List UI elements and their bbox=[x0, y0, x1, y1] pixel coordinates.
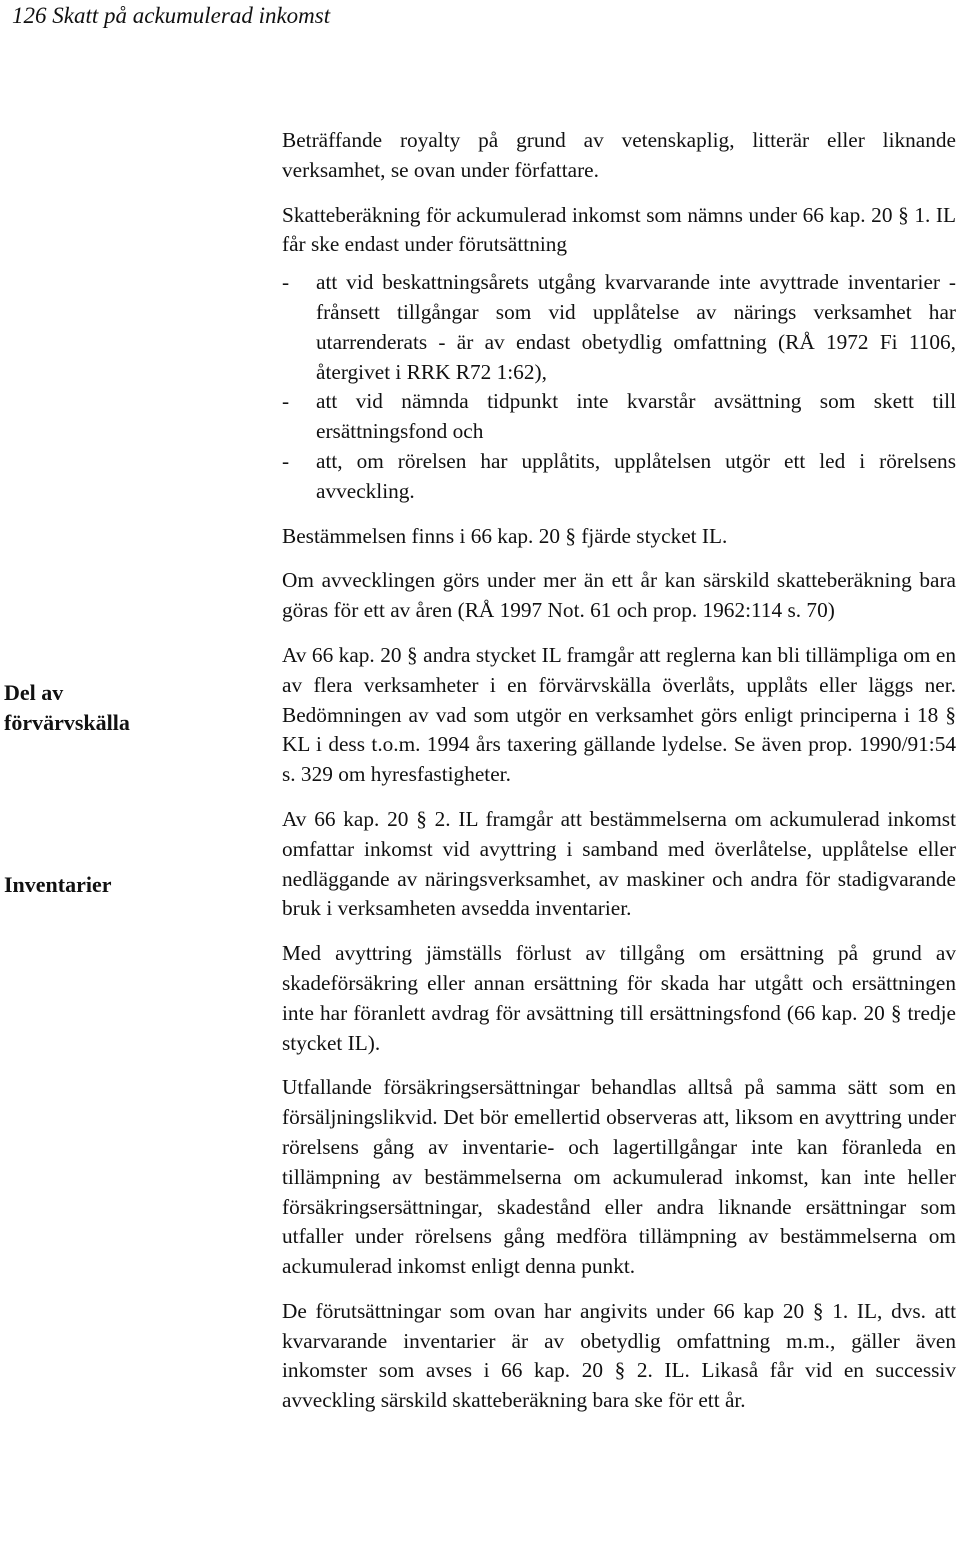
side-heading-del-av bbox=[4, 678, 130, 738]
list-item-text: att vid beskattningsårets utgång kvarvarande inte avyttrade inventarier - frånsett tillgångar som vid upplåtelse av närings verksamhet har utarrenderats - är av endast obetydlig omfattning (RÅ 1972 Fi 1106, återgivet i RRK R72 1:62), bbox=[316, 270, 956, 384]
list-item bbox=[282, 387, 956, 447]
list-item-text: att, om rörelsen har upplåtits, upplåtelsen utgör ett led i rörelsens avveckling. bbox=[316, 448, 956, 503]
list-item bbox=[282, 268, 956, 387]
dash-marker: - bbox=[282, 389, 290, 414]
running-head: 126 Skatt på ackumulerad inkomst bbox=[12, 3, 331, 28]
paragraph-del-av-forvarvskalla: Av 66 kap. 20 § andra stycket IL framgår att reglerna kan bli tillämpliga om en av flera verksamheter i en förvärvskälla överlåts, upplåts eller läggs ner. Bedömningen av vad som utgör en verksamhet görs enligt principerna i 18 § KL i dess t.o.m. 1994 års taxering gällande lydelse. Se även prop. 1990/91:54 s. 329 om hyresfastigheter. bbox=[282, 642, 956, 787]
paragraph-skatteberakning: Skatteberäkning för ackumulerad inkomst som nämns under 66 kap. 20 § 1. IL får ske endast under förutsättning bbox=[282, 202, 956, 257]
paragraph-forsakringsersattningar: Utfallande försäkringsersättningar behandlas alltså på samma sätt som en försäljningslikvid. Det bör emellertid observeras att, liksom en avyttring under rörelsens gång av inventarie- och lagertillgångar inte kan föranleda en tillämpning av bestämmelserna om ackumulerad inkomst, kan inte heller försäkringsersättningar, skadestånd eller andra liknande ersättningar som utfaller under rörelsens gång medföra tillämpning av bestämmelserna om ackumulerad inkomst enligt denna punkt. bbox=[282, 1075, 956, 1279]
list-item bbox=[282, 447, 956, 507]
paragraph-inventarier: Av 66 kap. 20 § 2. IL framgår att bestämmelserna om ackumulerad inkomst omfattar inkomst vid avyttring i samband med överlåtelse, upplåtelse eller nedläggande av näringsverksamhet, av maskiner och andra för stadigvarande bruk i verksamheten avsedda inventarier. bbox=[282, 806, 956, 921]
paragraph-forutsattningar: De förutsättningar som ovan har angivits under 66 kap 20 § 1. IL, dvs. att kvarvarande inventarier är av obetydlig omfattning m.m., gäller även inkomster som avses i 66 kap. 20 § 2. IL. Likaså får vid en successiv avveckling särskild skatteberäkning bara ske för ett år. bbox=[282, 1298, 956, 1413]
paragraph-avyttring: Med avyttring jämställs förlust av tillgång om ersättning på grund av skadeförsäkring eller annan ersättning för skada har utgått och ersättningen inte har föranlett avdrag för avsättning till ersättningsfond (66 kap. 20 § tredje stycket IL). bbox=[282, 941, 956, 1055]
paragraph-avvecklingen: Om avvecklingen görs under mer än ett år kan särskild skatteberäkning bara göras för ett av åren (RÅ 1997 Not. 61 och prop. 1962:114 s. 70) bbox=[282, 568, 956, 623]
dash-marker: - bbox=[282, 448, 290, 473]
paragraph-bestammelsen: Bestämmelsen finns i 66 kap. 20 § fjärde stycket IL. bbox=[282, 523, 728, 548]
side-heading-inventarier: Inventarier bbox=[4, 872, 112, 897]
side-heading-line-1: Del av bbox=[4, 680, 64, 705]
body-text bbox=[282, 126, 956, 1416]
paragraph-royalty: Beträffande royalty på grund av vetenskaplig, litterär eller liknande verksamhet, se ovan under författare. bbox=[282, 128, 956, 182]
side-heading-line-2: förvärvskälla bbox=[4, 710, 130, 735]
list-item-text: att vid nämnda tidpunkt inte kvarstår avsättning som skett till ersättningsfond och bbox=[316, 389, 956, 444]
conditions-list bbox=[282, 268, 956, 506]
dash-marker: - bbox=[282, 270, 290, 295]
